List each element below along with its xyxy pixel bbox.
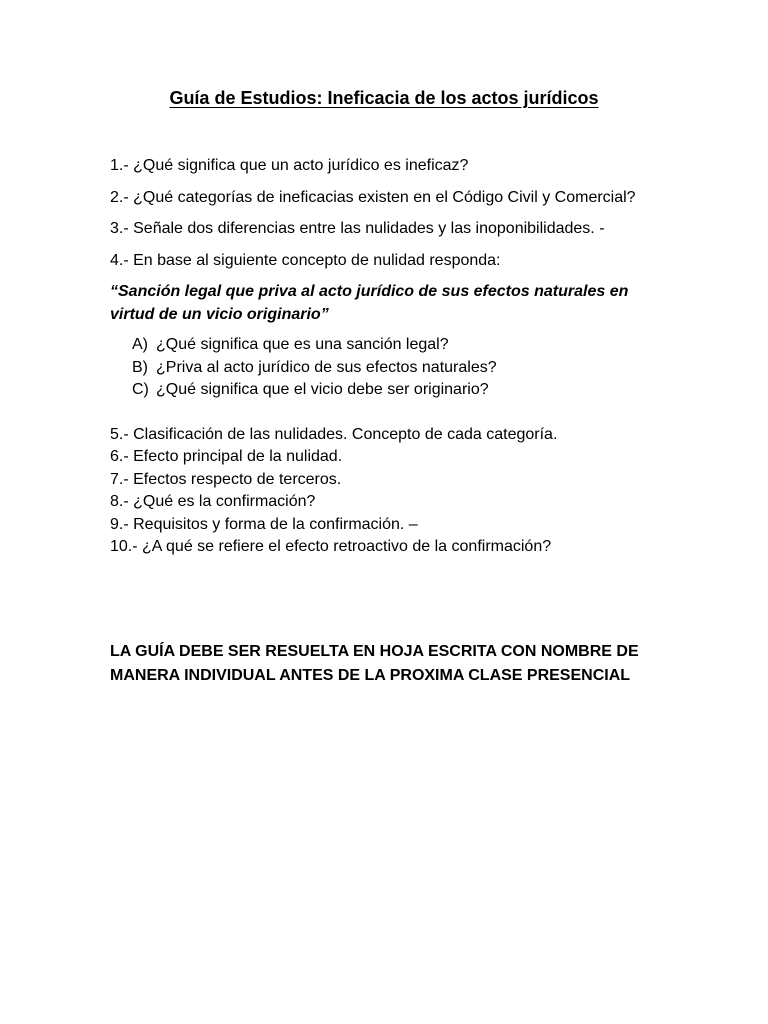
sub-question-letter: A)	[132, 336, 148, 353]
question-9: 9.- Requisitos y forma de la confirmación. –	[110, 515, 418, 533]
sub-question-b	[110, 357, 670, 380]
document-body	[110, 155, 670, 559]
question-5: 5.- Clasificación de las nulidades. Concepto de cada categoría.	[110, 425, 558, 443]
sub-question-text: ¿Qué significa que el vicio debe ser originario?	[156, 381, 489, 398]
question-6: 6.- Efecto principal de la nulidad.	[110, 448, 343, 465]
sub-question-list	[110, 334, 670, 402]
submission-notice: LA GUÍA DEBE SER RESUELTA EN HOJA ESCRITA CON NOMBRE DE MANERA INDIVIDUAL ANTES DE LA PROXIMA CLASE PRESENCIAL	[110, 643, 639, 684]
question-10: 10.- ¿A qué se refiere el efecto retroactivo de la confirmación?	[110, 538, 552, 555]
question-7: 7.- Efectos respecto de terceros.	[110, 470, 342, 488]
sub-question-a	[110, 334, 670, 357]
question-2: 2.- ¿Qué categorías de ineficacias existen en el Código Civil y Comercial?	[110, 188, 636, 206]
sub-question-letter: B)	[132, 358, 148, 376]
nullity-concept-quote: “Sanción legal que priva al acto jurídico de sus efectos naturales en virtud de un vicio originario”	[110, 283, 629, 323]
question-1: 1.- ¿Qué significa que un acto jurídico es ineficaz?	[110, 157, 469, 174]
document-title: Guía de Estudios: Ineficacia de los actos jurídicos	[169, 88, 599, 108]
question-8: 8.- ¿Qué es la confirmación?	[110, 493, 316, 510]
sub-question-text: ¿Priva al acto jurídico de sus efectos naturales?	[156, 358, 497, 376]
sub-question-letter: C)	[132, 381, 149, 398]
question-3: 3.- Señale dos diferencias entre las nulidades y las inoponibilidades. -	[110, 220, 605, 237]
sub-question-c	[110, 379, 670, 402]
question-4: 4.- En base al siguiente concepto de nulidad responda:	[110, 251, 501, 269]
sub-question-text: ¿Qué significa que es una sanción legal?	[156, 336, 449, 353]
